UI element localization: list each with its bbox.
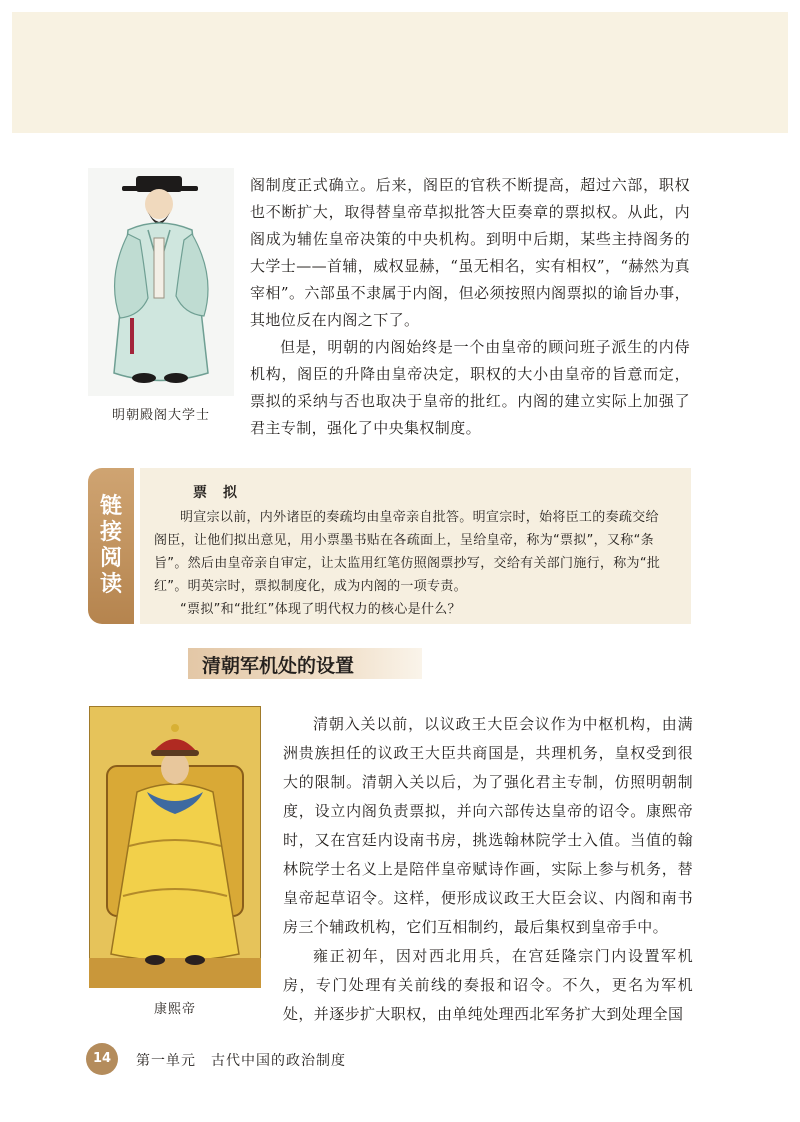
paragraph: 清朝入关以前，以议政王大臣会议作为中枢机构，由满洲贵族担任的议政王大臣共商国是，共理机务，皇权受到很大的限制。清朝入关以后，为了强化君主专制，仿照明朝制度，设立内阁负责票拟，并向六部传达皇帝的诏令。康熙帝时，又在宫廷内设南书房，挑选翰林院学士入值。当值的翰林院学士名义上是陪伴皇帝赋诗作画，实际上参与机务，替皇帝起草诏令。这样，便形成议政王大臣会议、内阁和南书房三个辅政机构，它们互相制约，最后集权到皇帝手中。	[283, 715, 693, 936]
link-reading-tab	[88, 468, 134, 624]
emperor-caption: 康熙帝	[153, 1002, 196, 1017]
tab-char: 阅	[99, 546, 122, 571]
section-heading	[188, 648, 422, 679]
body-text-bottom	[283, 710, 693, 1029]
paragraph: 雍正初年，因对西北用兵，在宫廷隆宗门内设置军机房，专门处理有关前线的奏报和诏令。不久，更名为军机处，并逐步扩大职权，由单纯处理西北军务扩大到处理全国	[283, 947, 693, 1023]
paragraph: 阁制度正式确立。后来，阁臣的官秩不断提高，超过六部，职权也不断扩大，取得替皇帝草拟批答大臣奏章的票拟权。从此，内阁成为辅佐皇帝决策的中央机构。到明中后期，某些主持阁务的大学士——首辅，威权显赫，“虽无相名，实有相权”，“赫然为真宰相”。六部虽不隶属于内阁，但必须按照内阁票拟的谕旨办事，其地位反在内阁之下了。	[250, 176, 691, 329]
link-question: “票拟”和“批红”体现了明代权力的核心是什么？	[180, 602, 461, 617]
link-reading-text	[154, 506, 669, 621]
tab-char: 链	[99, 494, 122, 519]
body-text-top	[250, 172, 690, 442]
minister-caption: 明朝殿阁大学士	[111, 408, 210, 423]
page-number: 14	[86, 1043, 118, 1075]
emperor-figure	[89, 706, 261, 988]
paragraph: 但是，明朝的内阁始终是一个由皇帝的顾问班子派生的内侍机构，阁臣的升降由皇帝决定，职权的大小由皇帝的旨意而定，票拟的采纳与否也取决于皇帝的批红。内阁的建立实际上加强了君主专制，强化了中央集权制度。	[250, 338, 690, 437]
minister-figure	[88, 168, 234, 396]
link-reading-box	[88, 468, 691, 624]
tab-char: 接	[99, 520, 122, 545]
unit-title: 第一单元 古代中国的政治制度	[136, 1053, 346, 1069]
link-reading-title: 票拟	[193, 485, 253, 501]
link-paragraph: 明宣宗以前，内外诸臣的奏疏均由皇帝亲自批答。明宣宗时，始将臣工的奏疏交给阁臣，让他们拟出意见，用小票墨书贴在各疏面上，呈给皇帝，称为“票拟”，又称“条旨”。然后由皇帝亲自审定，让太监用红笔仿照阁票抄写，交给有关部门施行，称为“批红”。明英宗时，票拟制度化，成为内阁的一项专责。	[154, 510, 661, 594]
minister-illustration	[88, 168, 234, 396]
top-header-band	[12, 12, 788, 133]
emperor-portrait	[89, 706, 261, 988]
tab-char: 读	[99, 572, 122, 597]
section-heading-text: 清朝军机处的设置	[202, 655, 355, 677]
